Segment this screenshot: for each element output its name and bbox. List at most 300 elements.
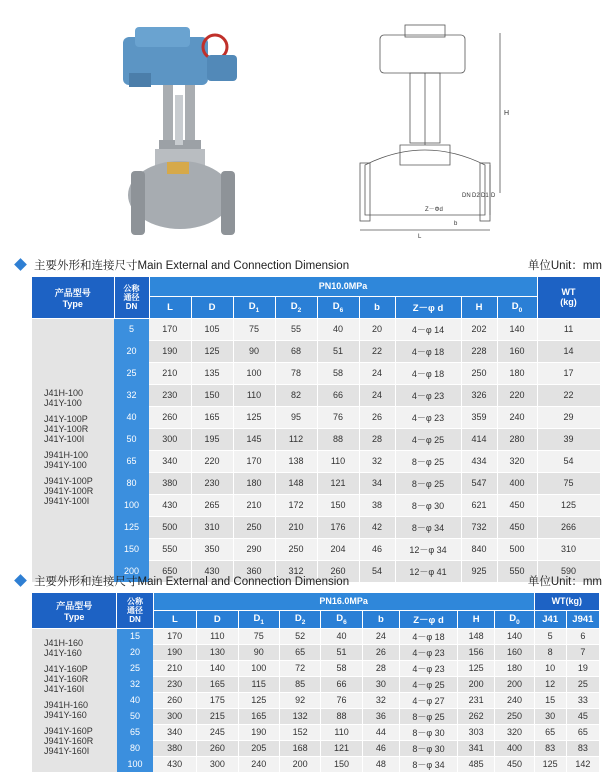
section1-unit: 单位Unit：mm (527, 260, 602, 272)
dn-cell: 200 (114, 560, 149, 582)
value-cell: 310 (537, 538, 600, 560)
value-cell: 400 (495, 740, 534, 756)
value-cell: 39 (537, 428, 600, 450)
value-cell: 280 (497, 428, 537, 450)
table-row (32, 644, 600, 660)
value-cell: 28 (362, 660, 399, 676)
dn-cell: 80 (117, 740, 153, 756)
value-cell: 190 (149, 340, 191, 362)
column-header-d0: $D_0$ (497, 296, 537, 318)
value-cell: 12 (534, 676, 566, 692)
value-cell: 65 (566, 724, 599, 740)
value-cell: 312 (275, 560, 317, 582)
dn-cell: 5 (114, 318, 149, 340)
value-cell: 125 (458, 660, 495, 676)
value-cell: 17 (537, 362, 600, 384)
value-cell: 125 (191, 340, 233, 362)
value-cell: 547 (461, 472, 497, 494)
value-cell: 170 (149, 318, 191, 340)
dn-cell: 15 (117, 628, 153, 644)
value-cell: 266 (537, 516, 600, 538)
value-cell: 650 (149, 560, 191, 582)
dn-cell: 50 (117, 708, 153, 724)
value-cell: 51 (317, 340, 359, 362)
table-row (32, 692, 600, 708)
table-row (32, 428, 600, 450)
value-cell: 138 (275, 450, 317, 472)
value-cell: 260 (153, 692, 196, 708)
value-cell: 20 (359, 318, 395, 340)
value-cell: 150 (191, 384, 233, 406)
value-cell: 55 (275, 318, 317, 340)
value-cell: 200 (495, 676, 534, 692)
value-cell: 4－φ 18 (400, 628, 458, 644)
value-cell: 92 (279, 692, 320, 708)
value-cell: 72 (279, 660, 320, 676)
value-cell: 230 (191, 472, 233, 494)
value-cell: 205 (238, 740, 279, 756)
column-header-d1: $D_1$ (233, 296, 275, 318)
value-cell: 260 (149, 406, 191, 428)
value-cell: 148 (458, 628, 495, 644)
table-row (32, 756, 600, 772)
value-cell: 51 (321, 644, 362, 660)
type-header: 产品型号 Type (32, 593, 117, 628)
value-cell: 65 (534, 724, 566, 740)
label-z-d: Z－Φd (425, 207, 443, 213)
column-header-d: D (191, 296, 233, 318)
value-cell: 340 (153, 724, 196, 740)
value-cell: 26 (359, 406, 395, 428)
value-cell: 75 (233, 318, 275, 340)
value-cell: 250 (461, 362, 497, 384)
value-cell: 140 (197, 660, 238, 676)
table-row (32, 676, 600, 692)
value-cell: 590 (537, 560, 600, 582)
column-header-d2: $D_2$ (279, 610, 320, 628)
value-cell: 125 (534, 756, 566, 772)
table-row (32, 660, 600, 676)
value-cell: 340 (149, 450, 191, 472)
value-cell: 65 (279, 644, 320, 660)
dn-header: 公称 通径 DN (117, 593, 153, 628)
value-cell: 360 (233, 560, 275, 582)
value-cell: 840 (461, 538, 497, 560)
value-cell: 4－φ 18 (395, 340, 461, 362)
column-header-j41: J41 (534, 610, 566, 628)
value-cell: 310 (191, 516, 233, 538)
value-cell: 44 (362, 724, 399, 740)
value-cell: 135 (191, 362, 233, 384)
value-cell: 180 (495, 660, 534, 676)
dimension-drawing (340, 15, 575, 240)
value-cell: 320 (497, 450, 537, 472)
value-cell: 48 (362, 756, 399, 772)
value-cell: 204 (317, 538, 359, 560)
value-cell: 45 (566, 708, 599, 724)
value-cell: 414 (461, 428, 497, 450)
value-cell: 140 (497, 318, 537, 340)
dn-cell: 32 (114, 384, 149, 406)
section2-header (14, 573, 602, 589)
wt-header: WT(kg) (534, 593, 599, 610)
pressure-header: PN16.0MPa (153, 593, 534, 610)
value-cell: 190 (153, 644, 196, 660)
table-row (32, 318, 600, 340)
type-header: 产品型号 Type (32, 277, 114, 318)
value-cell: 10 (534, 660, 566, 676)
value-cell: 450 (495, 756, 534, 772)
value-cell: 42 (359, 516, 395, 538)
value-cell: 8－φ 34 (400, 756, 458, 772)
value-cell: 4－φ 23 (400, 660, 458, 676)
value-cell: 8－φ 30 (395, 494, 461, 516)
dn-cell: 32 (117, 676, 153, 692)
value-cell: 430 (149, 494, 191, 516)
value-cell: 66 (321, 676, 362, 692)
type-cell: J41H-160 J41Y-160 J41Y-160P J41Y-160R J41Y-160I J941H-160 J941Y-160 J941Y-160P J941Y-160R J941Y-160I (32, 628, 117, 772)
value-cell: 550 (149, 538, 191, 560)
value-cell: 76 (321, 692, 362, 708)
value-cell: 150 (321, 756, 362, 772)
value-cell: 4－φ 14 (395, 318, 461, 340)
value-cell: 400 (497, 472, 537, 494)
value-cell: 32 (362, 692, 399, 708)
dn-cell: 25 (117, 660, 153, 676)
dn-cell: 150 (114, 538, 149, 560)
pressure-header: PN10.0MPa (149, 277, 537, 296)
value-cell: 19 (566, 660, 599, 676)
dn-cell: 40 (114, 406, 149, 428)
value-cell: 46 (359, 538, 395, 560)
value-cell: 46 (362, 740, 399, 756)
value-cell: 110 (317, 450, 359, 472)
value-cell: 4－φ 23 (395, 384, 461, 406)
value-cell: 180 (497, 362, 537, 384)
value-cell: 341 (458, 740, 495, 756)
value-cell: 132 (279, 708, 320, 724)
value-cell: 8－φ 30 (400, 740, 458, 756)
value-cell: 11 (537, 318, 600, 340)
dn-cell: 65 (117, 724, 153, 740)
value-cell: 38 (359, 494, 395, 516)
table-row (32, 538, 600, 560)
table-row (32, 384, 600, 406)
value-cell: 12－φ 41 (395, 560, 461, 582)
value-cell: 95 (275, 406, 317, 428)
value-cell: 125 (238, 692, 279, 708)
value-cell: 245 (197, 724, 238, 740)
column-header-zd: Z－φ d (400, 610, 458, 628)
table-row (32, 406, 600, 428)
column-header-j941: J941 (566, 610, 599, 628)
value-cell: 52 (279, 628, 320, 644)
value-cell: 220 (191, 450, 233, 472)
value-cell: 90 (233, 340, 275, 362)
value-cell: 260 (197, 740, 238, 756)
value-cell: 170 (233, 450, 275, 472)
value-cell: 24 (359, 362, 395, 384)
column-header-zd: Z－φ d (395, 296, 461, 318)
value-cell: 142 (566, 756, 599, 772)
column-header-d6: $D_6$ (317, 296, 359, 318)
dn-header: 公称 通径 DN (114, 277, 149, 318)
column-header-l: L (153, 610, 196, 628)
value-cell: 168 (279, 740, 320, 756)
value-cell: 24 (359, 384, 395, 406)
dn-cell: 20 (117, 644, 153, 660)
value-cell: 300 (153, 708, 196, 724)
value-cell: 8－φ 25 (395, 472, 461, 494)
table-row (32, 362, 600, 384)
value-cell: 732 (461, 516, 497, 538)
column-header-h: H (458, 610, 495, 628)
value-cell: 110 (233, 384, 275, 406)
value-cell: 82 (275, 384, 317, 406)
value-cell: 156 (458, 644, 495, 660)
value-cell: 121 (321, 740, 362, 756)
value-cell: 195 (191, 428, 233, 450)
value-cell: 40 (321, 628, 362, 644)
value-cell: 8－φ 34 (395, 516, 461, 538)
value-cell: 83 (566, 740, 599, 756)
value-cell: 200 (458, 676, 495, 692)
value-cell: 22 (359, 340, 395, 362)
value-cell: 4－φ 25 (395, 428, 461, 450)
section2-title: 主要外形和连接尺寸Main External and Connection Dimension (34, 576, 350, 588)
column-header-d1: $D_1$ (238, 610, 279, 628)
value-cell: 925 (461, 560, 497, 582)
value-cell: 112 (275, 428, 317, 450)
value-cell: 230 (153, 676, 196, 692)
table-row (32, 516, 600, 538)
value-cell: 83 (534, 740, 566, 756)
value-cell: 125 (537, 494, 600, 516)
value-cell: 4－φ 25 (400, 676, 458, 692)
value-cell: 210 (233, 494, 275, 516)
value-cell: 434 (461, 450, 497, 472)
value-cell: 110 (197, 628, 238, 644)
value-cell: 300 (197, 756, 238, 772)
value-cell: 4－φ 23 (400, 644, 458, 660)
value-cell: 68 (275, 340, 317, 362)
value-cell: 36 (362, 708, 399, 724)
value-cell: 165 (238, 708, 279, 724)
value-cell: 33 (566, 692, 599, 708)
section2-unit: 单位Unit：mm (527, 576, 602, 588)
value-cell: 228 (461, 340, 497, 362)
value-cell: 58 (317, 362, 359, 384)
dn-cell: 100 (117, 756, 153, 772)
value-cell: 430 (153, 756, 196, 772)
value-cell: 6 (566, 628, 599, 644)
value-cell: 24 (362, 628, 399, 644)
value-cell: 8 (534, 644, 566, 660)
value-cell: 200 (279, 756, 320, 772)
value-cell: 231 (458, 692, 495, 708)
value-cell: 260 (317, 560, 359, 582)
value-cell: 210 (153, 660, 196, 676)
value-cell: 88 (317, 428, 359, 450)
dimension-table-pn16 (32, 593, 600, 773)
table-row (32, 708, 600, 724)
label-d2: D2 (472, 193, 480, 199)
value-cell: 8－φ 25 (395, 450, 461, 472)
value-cell: 5 (534, 628, 566, 644)
value-cell: 262 (458, 708, 495, 724)
value-cell: 110 (321, 724, 362, 740)
table-row (32, 450, 600, 472)
value-cell: 100 (233, 362, 275, 384)
value-cell: 320 (495, 724, 534, 740)
table-row (32, 340, 600, 362)
value-cell: 380 (149, 472, 191, 494)
value-cell: 115 (238, 676, 279, 692)
value-cell: 32 (359, 450, 395, 472)
value-cell: 215 (197, 708, 238, 724)
value-cell: 85 (279, 676, 320, 692)
dn-cell: 25 (114, 362, 149, 384)
value-cell: 22 (537, 384, 600, 406)
value-cell: 380 (153, 740, 196, 756)
value-cell: 30 (534, 708, 566, 724)
value-cell: 54 (537, 450, 600, 472)
value-cell: 58 (321, 660, 362, 676)
column-header-d0: $D_0$ (495, 610, 534, 628)
value-cell: 8－φ 30 (400, 724, 458, 740)
value-cell: 54 (359, 560, 395, 582)
value-cell: 165 (197, 676, 238, 692)
value-cell: 40 (317, 318, 359, 340)
label-b: b (454, 221, 458, 227)
value-cell: 250 (233, 516, 275, 538)
value-cell: 26 (362, 644, 399, 660)
value-cell: 176 (317, 516, 359, 538)
value-cell: 66 (317, 384, 359, 406)
table-row (32, 724, 600, 740)
value-cell: 290 (233, 538, 275, 560)
value-cell: 326 (461, 384, 497, 406)
value-cell: 88 (321, 708, 362, 724)
column-header-l: L (149, 296, 191, 318)
diamond-bullet-icon (14, 574, 27, 587)
table-row (32, 472, 600, 494)
dimension-table-pn10 (32, 277, 601, 583)
value-cell: 350 (191, 538, 233, 560)
column-header-b: b (362, 610, 399, 628)
value-cell: 14 (537, 340, 600, 362)
value-cell: 160 (495, 644, 534, 660)
value-cell: 34 (359, 472, 395, 494)
value-cell: 359 (461, 406, 497, 428)
value-cell: 621 (461, 494, 497, 516)
value-cell: 25 (566, 676, 599, 692)
value-cell: 30 (362, 676, 399, 692)
table-row (32, 494, 600, 516)
column-header-b: b (359, 296, 395, 318)
value-cell: 250 (495, 708, 534, 724)
value-cell: 4－φ 27 (400, 692, 458, 708)
value-cell: 4－φ 18 (395, 362, 461, 384)
value-cell: 90 (238, 644, 279, 660)
table-row (32, 740, 600, 756)
value-cell: 500 (149, 516, 191, 538)
value-cell: 75 (238, 628, 279, 644)
value-cell: 160 (497, 340, 537, 362)
label-l: L (418, 234, 422, 240)
value-cell: 430 (191, 560, 233, 582)
value-cell: 125 (233, 406, 275, 428)
value-cell: 250 (275, 538, 317, 560)
value-cell: 28 (359, 428, 395, 450)
value-cell: 12－φ 34 (395, 538, 461, 560)
value-cell: 450 (497, 516, 537, 538)
dn-cell: 80 (114, 472, 149, 494)
dn-cell: 100 (114, 494, 149, 516)
value-cell: 150 (317, 494, 359, 516)
column-header-d: D (197, 610, 238, 628)
type-cell: J41H-100 J41Y-100 J41Y-100P J41Y-100R J41Y-100I J941H-100 J941Y-100 J941Y-100P J941Y-100R J941Y-100I (32, 318, 114, 582)
value-cell: 78 (275, 362, 317, 384)
column-header-h: H (461, 296, 497, 318)
wt-header: WT (kg) (537, 277, 600, 318)
label-d: D (491, 193, 496, 199)
value-cell: 75 (537, 472, 600, 494)
value-cell: 180 (233, 472, 275, 494)
label-h: H (504, 110, 510, 117)
value-cell: 15 (534, 692, 566, 708)
value-cell: 100 (238, 660, 279, 676)
dn-cell: 20 (114, 340, 149, 362)
section1-title: 主要外形和连接尺寸Main External and Connection Dimension (34, 260, 350, 272)
value-cell: 76 (317, 406, 359, 428)
value-cell: 300 (149, 428, 191, 450)
value-cell: 240 (238, 756, 279, 772)
value-cell: 8－φ 25 (400, 708, 458, 724)
value-cell: 165 (191, 406, 233, 428)
column-header-d6: $D_6$ (321, 610, 362, 628)
section1-header (14, 257, 602, 273)
value-cell: 240 (497, 406, 537, 428)
table-row (32, 628, 600, 644)
column-header-d2: $D_2$ (275, 296, 317, 318)
dn-cell: 50 (114, 428, 149, 450)
value-cell: 29 (537, 406, 600, 428)
value-cell: 550 (497, 560, 537, 582)
value-cell: 220 (497, 384, 537, 406)
value-cell: 210 (149, 362, 191, 384)
dn-cell: 40 (117, 692, 153, 708)
value-cell: 240 (495, 692, 534, 708)
value-cell: 190 (238, 724, 279, 740)
value-cell: 172 (275, 494, 317, 516)
valve-photo (95, 15, 275, 250)
value-cell: 121 (317, 472, 359, 494)
value-cell: 145 (233, 428, 275, 450)
value-cell: 140 (495, 628, 534, 644)
value-cell: 7 (566, 644, 599, 660)
diamond-bullet-icon (14, 258, 27, 271)
dn-cell: 125 (114, 516, 149, 538)
dn-cell: 65 (114, 450, 149, 472)
value-cell: 105 (191, 318, 233, 340)
value-cell: 210 (275, 516, 317, 538)
value-cell: 230 (149, 384, 191, 406)
value-cell: 303 (458, 724, 495, 740)
value-cell: 500 (497, 538, 537, 560)
value-cell: 152 (279, 724, 320, 740)
value-cell: 450 (497, 494, 537, 516)
